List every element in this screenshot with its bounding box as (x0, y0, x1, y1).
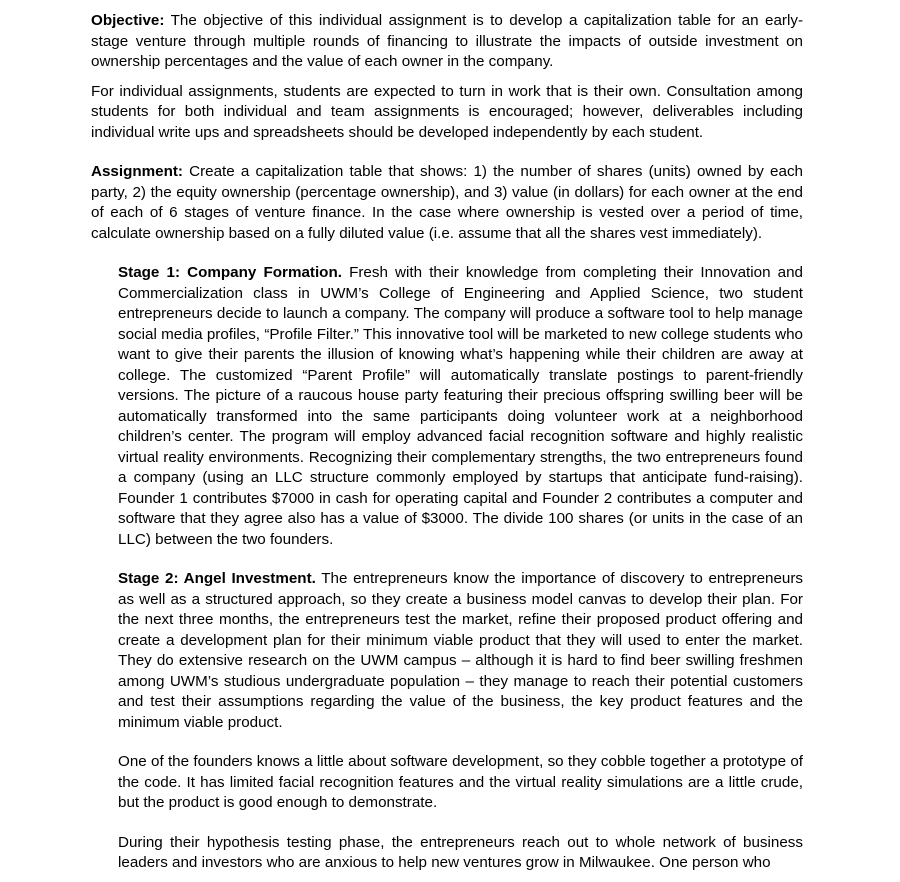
hypothesis-paragraph: During their hypothesis testing phase, the entrepreneurs reach out to whole network of business leaders and investors who are anxious to help new ventures grow in Milwaukee. One person who (118, 833, 803, 871)
objective-text: The objective of this individual assignment is to develop a capitalization table for an early-stage venture through multiple rounds of financing to illustrate the impacts of outside investment on ownership percentages and the value of each owner in the company. (91, 12, 803, 70)
stage1-paragraph (118, 263, 803, 550)
stage2-paragraph (118, 569, 803, 733)
document-body (91, 11, 803, 874)
stage1-heading: Stage 1: Company Formation. (118, 264, 342, 281)
stage2-text: The entrepreneurs know the importance of discovery to entrepreneurs as well as a structured approach, so they create a business model canvas to develop their plan. For the next three months, the entrepreneurs test the market, refine their proposed product offering and create a development plan for their minimum viable product that they will used to enter the market. They do extensive research on the UWM campus – although it is hard to find beer swilling freshmen among UWM’s studious undergraduate population – they manage to reach their potential customers and test their assumptions regarding the value of the business, the key product features and the minimum viable product. (118, 570, 804, 731)
assignment-paragraph (91, 162, 803, 244)
assignment-text: Create a capitalization table that shows: 1) the number of shares (units) owned by each party, 2) the equity ownership (percentage ownership), and 3) value (in dollars) for each owner at the end of each of 6 stages of venture finance. In the case where ownership is vested over a period of time, calculate ownership based on a fully diluted value (i.e. assume that all the shares vest immediately). (91, 163, 803, 242)
assignment-heading: Assignment: (91, 163, 183, 180)
prototype-paragraph: One of the founders knows a little about software development, so they cobble together a prototype of the code. It has limited facial recognition features and the virtual reality simulations are a little crude, but the product is good enough to demonstrate. (118, 753, 803, 811)
stage1-text: Fresh with their knowledge from completing their Innovation and Commercialization class in UWM’s College of Engineering and Applied Science, two student entrepreneurs decide to launch a company. The company will produce a software tool to help manage social media profiles, “Profile Filter.” This innovative tool will be marketed to new college students who want to give their parents the illusion of knowing what’s happening while their children are away at college. The customized “Parent Profile” will automatically translate postings to parent-friendly versions. The picture of a raucous house party featuring their precious offspring swilling beer will be automatically transformed into the same participants doing volunteer work at a neighborhood children’s center. The program will employ advanced facial recognition software and highly realistic virtual reality environments. Recognizing their complementary strengths, the two entrepreneurs found a company (using an LLC structure commonly employed by startups that anticipate fund-raising). Founder 1 contributes $7000 in cash for operating capital and Founder 2 contributes a computer and software that they agree also has a value of $3000. The divide 100 shares (or units in the case of an LLC) between the two founders. (118, 264, 803, 548)
individual-note-paragraph: For individual assignments, students are expected to turn in work that is their own. Consultation among students for both individual and team assignments is encouraged; however, deliverables including individual write ups and spreadsheets should be developed independently by each student. (91, 82, 803, 141)
stage2-heading: Stage 2: Angel Investment. (118, 570, 316, 587)
objective-paragraph (91, 11, 803, 73)
objective-heading: Objective: (91, 12, 165, 29)
